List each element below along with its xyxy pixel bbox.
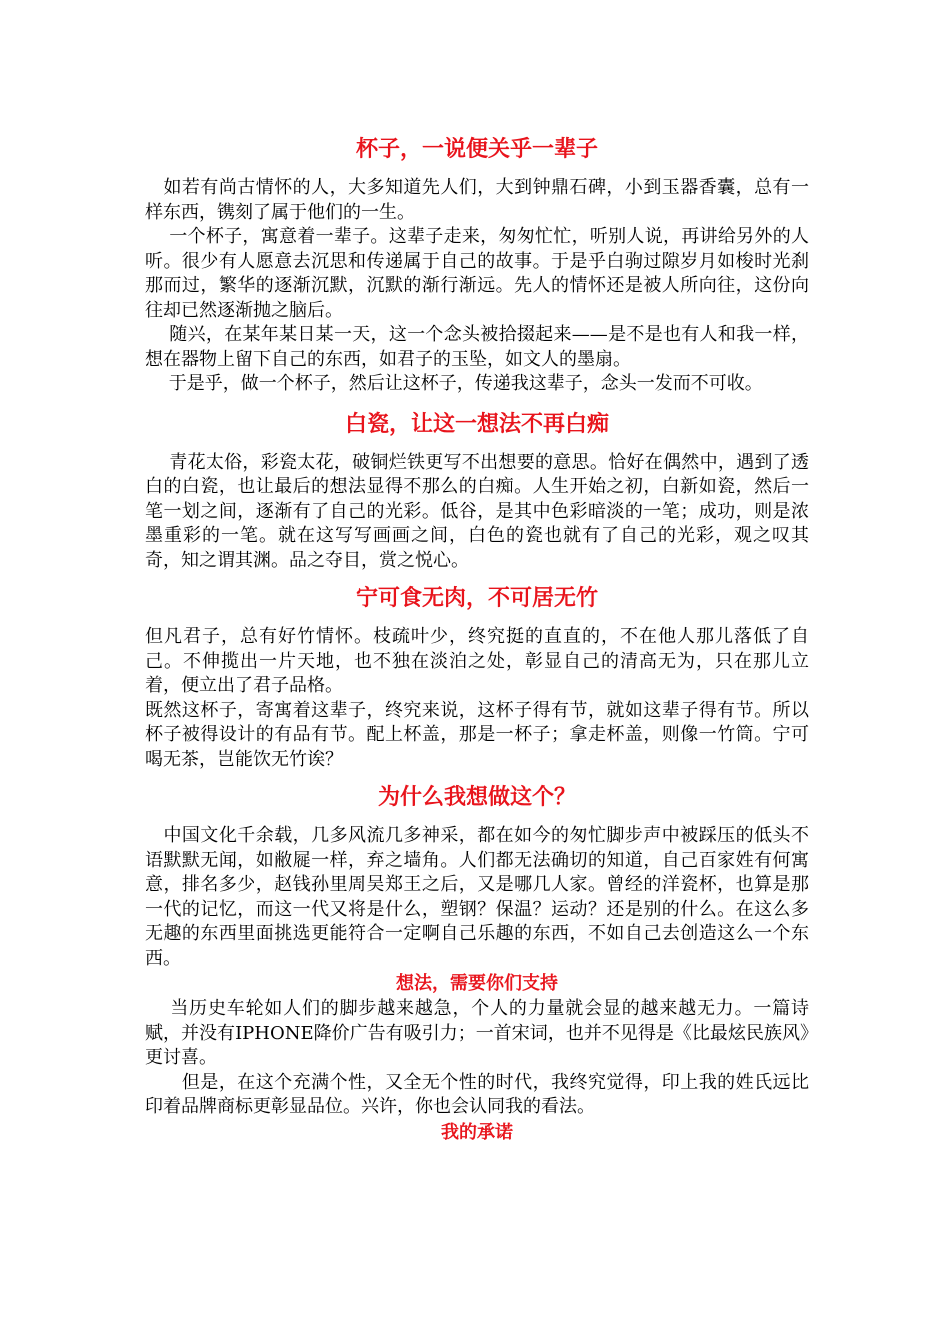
paragraph: 如若有尚古情怀的人，大多知道先人们，大到钟鼎石碑，小到玉器香囊，总有一样东西，镌刻了属于他们的一生。 <box>145 177 809 223</box>
paragraph: 青花太俗，彩瓷太花，破铜烂铁更写不出想要的意思。恰好在偶然中，遇到了透白的白瓷，也让最后的想法显得不那么的白痴。人生开始之初，白新如瓷，然后一笔一划之间，逐渐有了自己的光彩。低谷，是其中色彩暗淡的一笔；成功，则是浓墨重彩的一笔。就在这写写画画之间，白色的瓷也就有了自己的光彩，观之叹其奇，知之谓其渊。品之夺目，赏之悦心。 <box>145 451 809 571</box>
paragraph: 随兴，在某年某日某一天，这一个念头被拾掇起来——是不是也有人和我一样，想在器物上留下自己的东西，如君子的玉坠，如文人的墨扇。 <box>145 324 809 370</box>
section-heading: 想法，需要你们支持 <box>396 973 558 994</box>
paragraph: 既然这杯子，寄寓着这辈子，终究来说，这杯子得有节，就如这辈子得有节。所以杯子被得设计的有品有节。配上杯盖，那是一杯子；拿走杯盖，则像一竹筒。宁可喝无茶，岂能饮无竹诶？ <box>145 699 809 770</box>
section-heading: 杯子，一说便关乎一辈子 <box>355 137 598 162</box>
paragraph: 当历史车轮如人们的脚步越来越急，个人的力量就会显的越来越无力。一篇诗赋，并没有IPHONE降价广告有吸引力；一首宋词，也并不见得是《比最炫民族风》更讨喜。 <box>145 998 809 1068</box>
section-heading: 宁可食无肉，不可居无竹 <box>355 586 598 611</box>
paragraph: 但凡君子，总有好竹情怀。枝疏叶少，终究挺的直直的，不在他人那儿落低了自己。不伸揽出一片天地，也不独在淡泊之处，彰显自己的清高无为，只在那儿立着，便立出了君子品格。 <box>145 626 809 696</box>
paragraph: 中国文化千余载，几多风流几多神采，都在如今的匆忙脚步声中被踩压的低头不语默默无闻，如敝屣一样，弃之墙角。人们都无法确切的知道，自己百家姓有何寓意，排名多少，赵钱孙里周吴郑王之后，又是哪几人家。曾经的洋瓷杯，也算是那一代的记忆，而这一代又将是什么，塑钢？保温？运动？还是别的什么。在这么多无趣的东西里面挑选更能符合一定啊自己乐趣的东西，不如自己去创造这么一个东西。 <box>145 825 809 969</box>
section-heading: 为什么我想做这个？ <box>377 785 576 810</box>
paragraph: 但是，在这个充满个性，又全无个性的时代，我终究觉得，印上我的姓氏远比印着品牌商标更彰显品位。兴许，你也会认同我的看法。 <box>145 1071 809 1117</box>
paragraph: 于是乎，做一个杯子，然后让这杯子，传递我这辈子，念头一发而不可收。 <box>145 373 763 394</box>
section-heading: 我的承诺 <box>441 1121 513 1143</box>
paragraph: 一个杯子，寓意着一辈子。这辈子走来，匆匆忙忙，听别人说，再讲给另外的人听。很少有人愿意去沉思和传递属于自己的故事。于是乎白驹过隙岁月如梭时光刹那而过，繁华的逐渐沉默，沉默的渐行渐远。先人的情怀还是被人所向往，这份向往却已然逐渐抛之脑后。 <box>145 226 809 321</box>
document-body <box>145 134 809 1146</box>
section-heading: 白瓷，让这一想法不再白痴 <box>344 411 609 437</box>
